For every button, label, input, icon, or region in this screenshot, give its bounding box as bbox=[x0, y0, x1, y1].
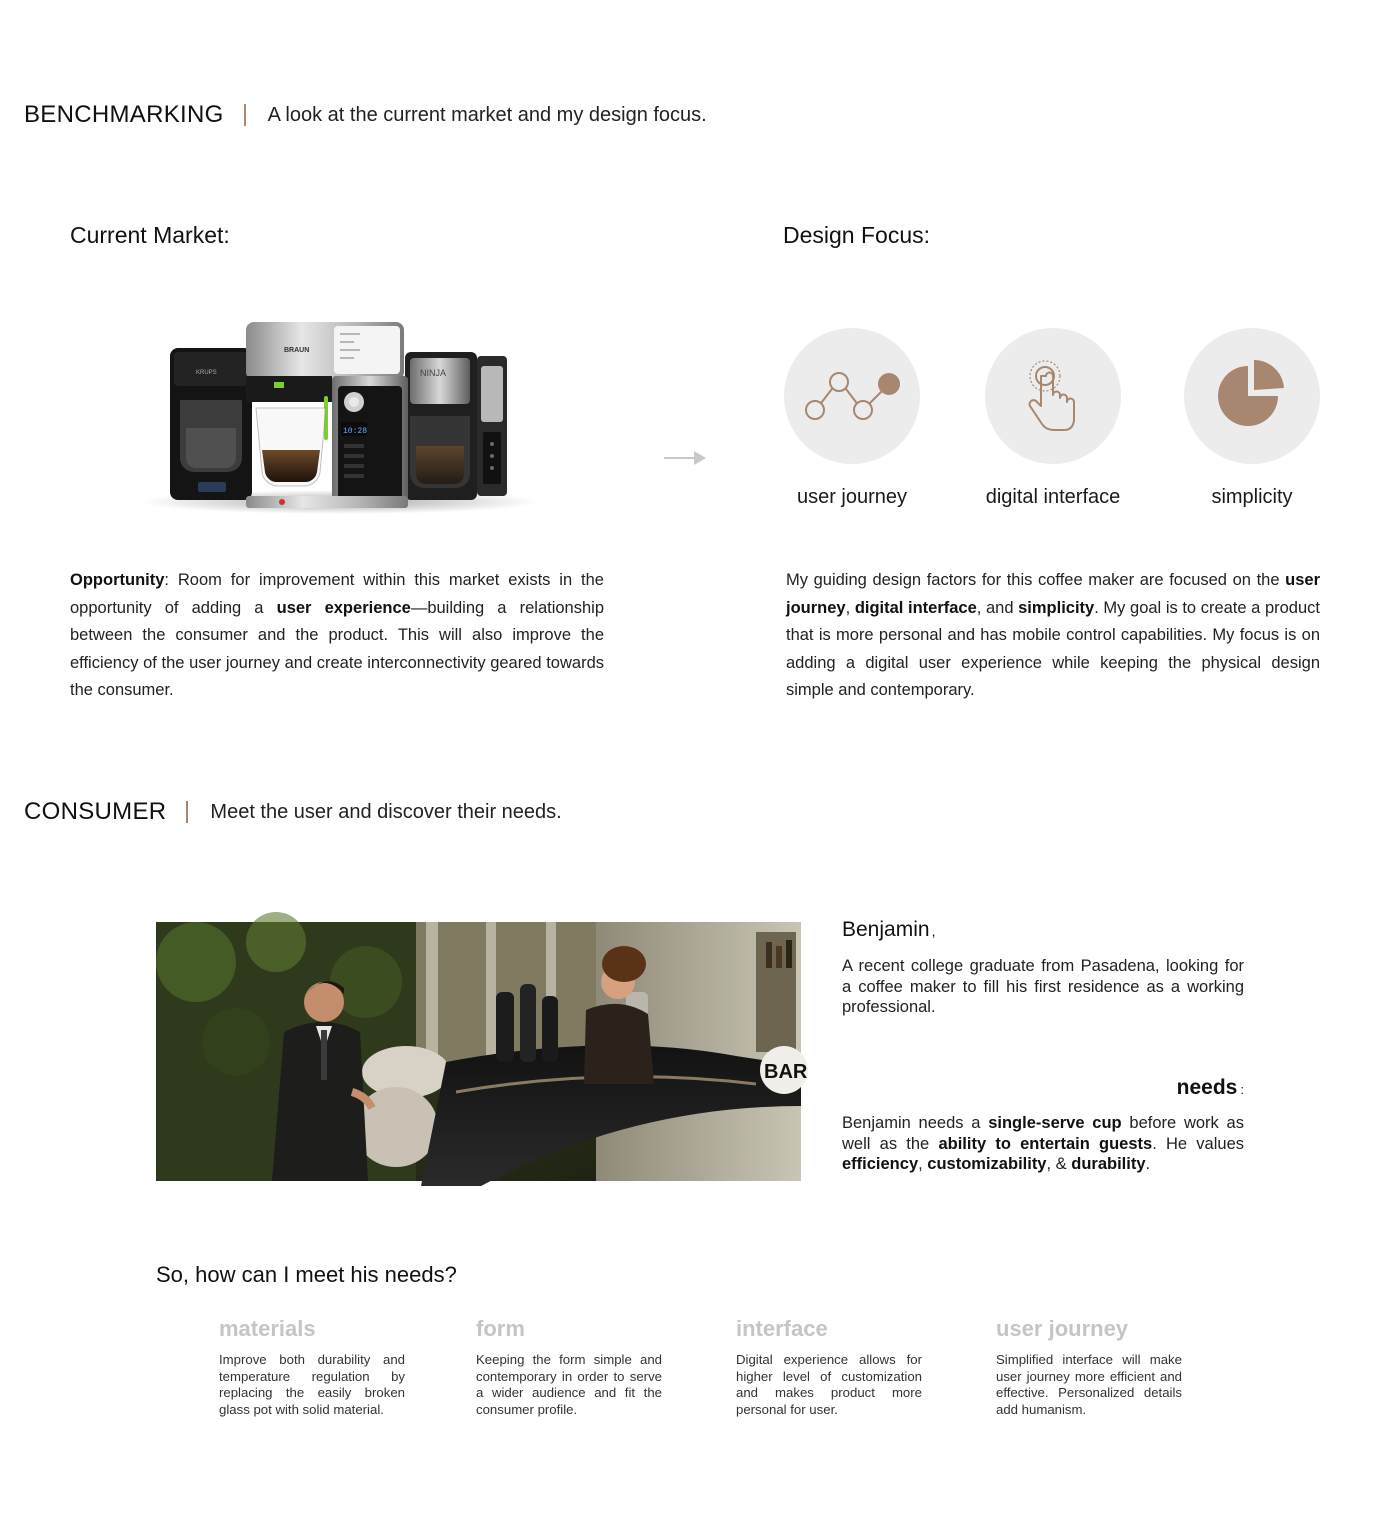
focus-item-simplicity bbox=[1152, 328, 1352, 509]
braun-machine bbox=[246, 322, 408, 508]
focus-label-user-journey: user journey bbox=[796, 486, 908, 508]
focus-circle bbox=[784, 328, 920, 464]
user-journey-icon bbox=[797, 366, 907, 426]
focus-item-digital-interface bbox=[953, 328, 1153, 509]
focus-circle bbox=[985, 328, 1121, 464]
braun-brand-label: BRAUN bbox=[284, 347, 310, 354]
section-divider bbox=[186, 801, 188, 823]
solution-materials bbox=[219, 1316, 405, 1418]
section-divider bbox=[244, 104, 246, 126]
pie-chart-icon bbox=[1214, 358, 1290, 434]
photo-bar-sign-text: BAR bbox=[764, 1061, 808, 1083]
focus-circle bbox=[1184, 328, 1320, 464]
consumer-header bbox=[24, 797, 562, 827]
solution-form bbox=[476, 1316, 662, 1418]
ninja-machine bbox=[405, 352, 507, 500]
solution-text: Digital experience allows for higher level of customization and makes product more personal for user. bbox=[736, 1352, 922, 1417]
solution-text: Simplified interface will make user journey more efficient and effective. Personalized details add humanism. bbox=[996, 1352, 1182, 1417]
consumer-subtitle: Meet the user and discover their needs. bbox=[210, 800, 562, 823]
solution-title: form bbox=[476, 1316, 525, 1341]
persona-needs-text: Benjamin needs a single-serve cup before work as well as the ability to entertain guests. He values efficiency, customizability, & durability. bbox=[842, 1114, 1245, 1174]
needs-label: needs : bbox=[1176, 1076, 1244, 1099]
touch-hand-icon bbox=[1023, 356, 1083, 436]
benchmarking-subtitle: A look at the current market and my design focus. bbox=[267, 103, 707, 126]
design-focus-paragraph: My guiding design factors for this coffee maker are focused on the user journey, digital interface, and simplicity. My goal is to create a product that is more personal and has mobile control capabilities. My focus is on adding a digital user experience while keeping the physical design simple and contemporary. bbox=[786, 571, 1320, 699]
arrow-right-icon bbox=[662, 448, 710, 468]
braun-display-time: 10:28 bbox=[343, 427, 368, 436]
design-focus-title: Design Focus: bbox=[783, 222, 931, 248]
persona-name: Benjamin , bbox=[842, 918, 936, 941]
benchmarking-title: BENCHMARKING bbox=[24, 101, 224, 128]
solution-interface bbox=[736, 1316, 922, 1418]
solution-title: materials bbox=[219, 1316, 316, 1341]
opportunity-label: Opportunity bbox=[70, 571, 165, 589]
coffee-makers-image bbox=[140, 316, 535, 521]
focus-item-user-journey bbox=[752, 328, 952, 509]
benchmarking-header bbox=[24, 100, 707, 130]
solution-text: Keeping the form simple and contemporary in order to serve a wider audience and fit the consumer profile. bbox=[476, 1352, 662, 1417]
ninja-brand-label: NINJA bbox=[420, 368, 447, 378]
consumer-title: CONSUMER bbox=[24, 798, 167, 825]
focus-label-simplicity: simplicity bbox=[1211, 486, 1293, 508]
opportunity-paragraph: Opportunity: Room for improvement within this market exists in the opportunity of adding a user experience—building a relationship between the consumer and the product. This will also improve the efficiency of the user journey and create interconnectivity geared towards the consumer. bbox=[70, 571, 604, 699]
solution-title: interface bbox=[736, 1316, 828, 1341]
persona-bio: A recent college graduate from Pasadena, looking for a coffee maker to fill his first residence as a working professional. bbox=[842, 957, 1244, 1017]
solutions-question: So, how can I meet his needs? bbox=[156, 1262, 457, 1287]
solution-text: Improve both durability and temperature regulation by replacing the easily broken glass pot with solid material. bbox=[219, 1352, 405, 1417]
krups-brand-label: KRUPS bbox=[196, 370, 217, 376]
current-market-title: Current Market: bbox=[70, 222, 230, 248]
krups-machine bbox=[170, 348, 252, 500]
solution-user-journey bbox=[996, 1316, 1182, 1418]
persona-photo bbox=[156, 922, 808, 1181]
focus-label-digital-interface: digital interface bbox=[985, 486, 1121, 508]
solution-title: user journey bbox=[996, 1316, 1129, 1341]
